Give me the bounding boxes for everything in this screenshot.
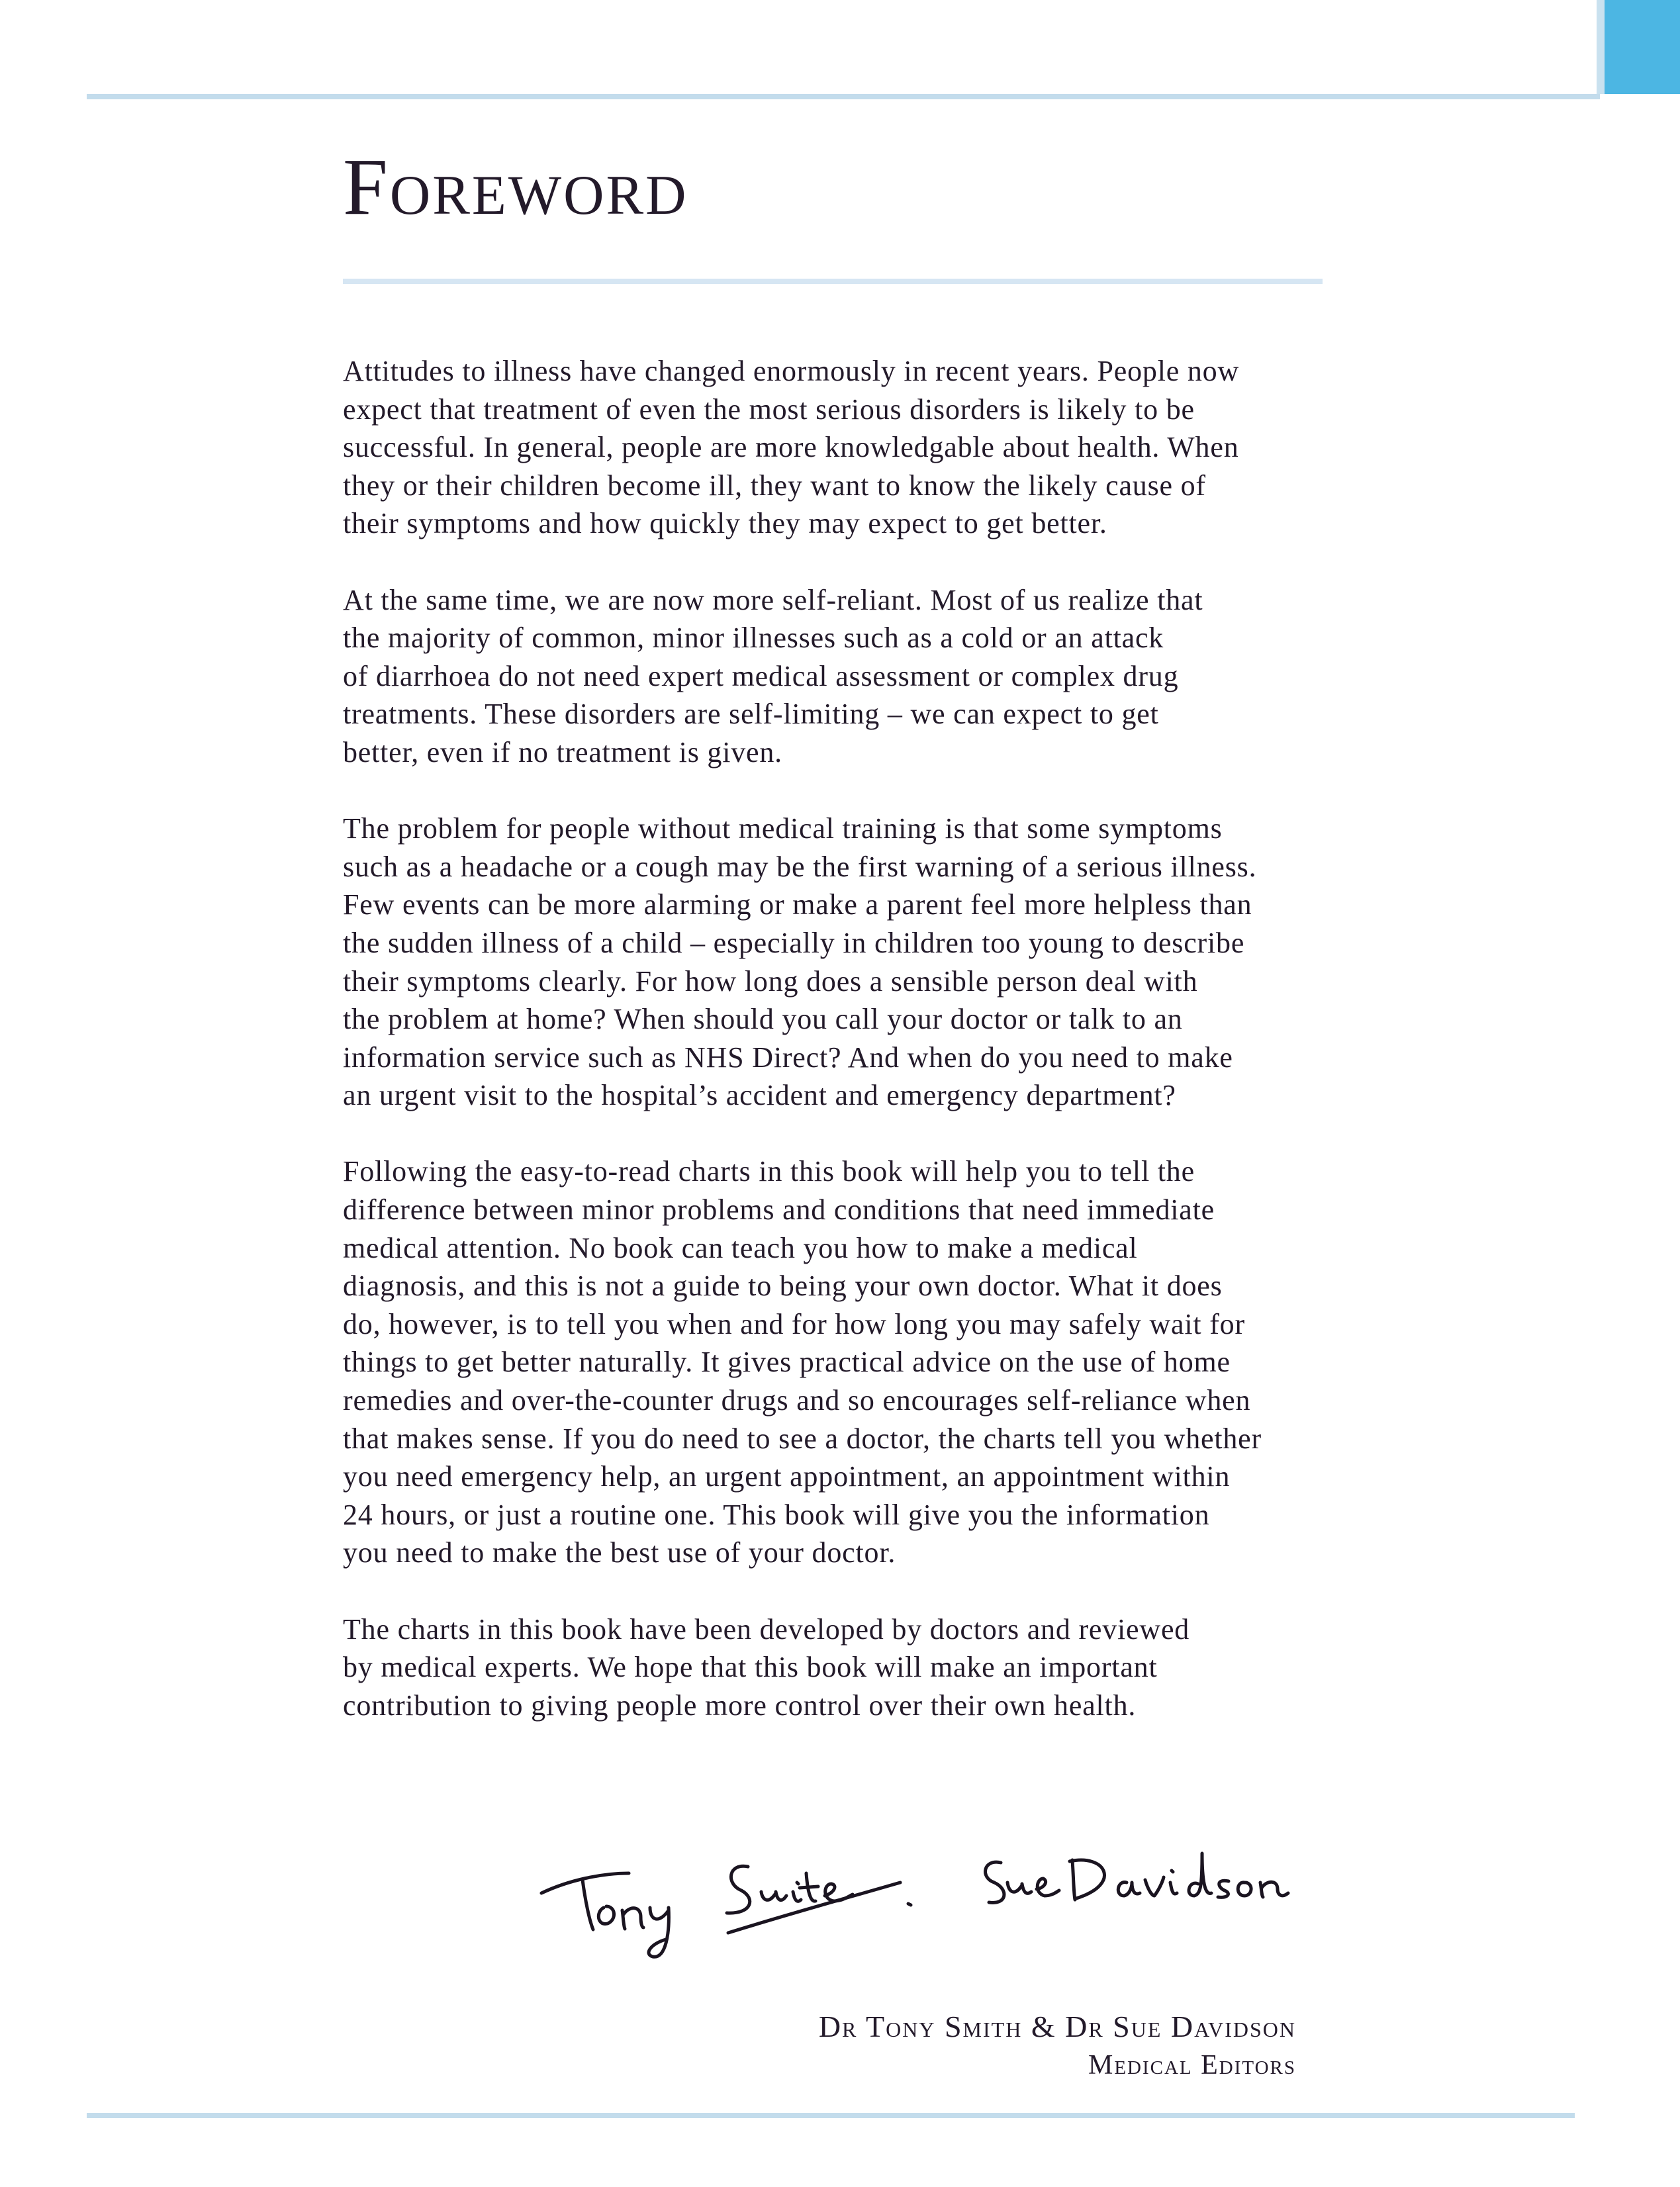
text-line: 24 hours, or just a routine one. This book will give you the information (343, 1498, 1210, 1531)
signature-davidson (986, 1853, 1288, 1902)
text-line: their symptoms and how quickly they may expect to get better. (343, 507, 1107, 540)
title-underline (343, 279, 1323, 284)
text-line: difference between minor problems and conditions that need immediate (343, 1193, 1215, 1227)
text-line: expect that treatment of even the most serious disorders is likely to be (343, 393, 1195, 426)
text-line: information service such as NHS Direct? And when do you need to make (343, 1041, 1233, 1074)
signatures (530, 1827, 1337, 1959)
text-line: such as a headache or a cough may be the first warning of a serious illness. (343, 850, 1257, 883)
handwritten-signatures (530, 1827, 1337, 1959)
text-line: The charts in this book have been developed by doctors and reviewed (343, 1612, 1190, 1646)
signature-smith (727, 1866, 911, 1933)
text-line: their symptoms clearly. For how long does a sensible person deal with (343, 964, 1198, 998)
text-line: of diarrhoea do not need expert medical assessment or complex drug (343, 659, 1179, 692)
text-line: do, however, is to tell you when and for how long you may safely wait for (343, 1307, 1245, 1340)
paragraph-2 (343, 581, 1336, 772)
page-title: Foreword (343, 142, 688, 232)
paragraph-4 (343, 1152, 1336, 1572)
text-line: treatments. These disorders are self-limiting – we can expect to get (343, 698, 1159, 731)
byline (819, 2007, 1296, 2084)
editor-names: Dr Tony Smith & Dr Sue Davidson (818, 2010, 1296, 2043)
text-line: contribution to giving people more control over their own health. (343, 1689, 1137, 1722)
text-line: by medical experts. We hope that this book will make an important (343, 1651, 1158, 1684)
corner-tab (1605, 0, 1680, 94)
paragraph-5 (343, 1610, 1336, 1725)
signature-tony (541, 1873, 669, 1957)
text-line: better, even if no treatment is given. (343, 735, 782, 768)
text-line: they or their children become ill, they want to know the likely cause of (343, 469, 1206, 502)
text-line: you need emergency help, an urgent appointment, an appointment within (343, 1460, 1231, 1493)
text-line: Following the easy-to-read charts in this book will help you to tell the (343, 1155, 1195, 1188)
top-rule (87, 94, 1600, 99)
text-line: the problem at home? When should you call your doctor or talk to an (343, 1003, 1183, 1036)
text-line: medical attention. No book can teach you how to make a medical (343, 1231, 1138, 1264)
text-line: the sudden illness of a child – especially in children too young to describe (343, 926, 1245, 959)
text-line: things to get better naturally. It gives practical advice on the use of home (343, 1346, 1231, 1379)
editor-role: Medical Editors (1088, 2050, 1296, 2080)
foreword-body (343, 352, 1336, 1763)
bottom-rule (87, 2113, 1575, 2118)
paragraph-3 (343, 810, 1336, 1115)
text-line: At the same time, we are now more self-reliant. Most of us realize that (343, 583, 1203, 616)
text-line: remedies and over-the-counter drugs and so encourages self-reliance when (343, 1384, 1251, 1417)
text-line: The problem for people without medical training is that some symptoms (343, 812, 1223, 845)
text-line: Few events can be more alarming or make a parent feel more helpless than (343, 888, 1252, 921)
paragraph-1 (343, 352, 1336, 543)
text-line: successful. In general, people are more knowledgable about health. When (343, 431, 1239, 464)
text-line: that makes sense. If you do need to see a doctor, the charts tell you whether (343, 1422, 1262, 1455)
text-line: Attitudes to illness have changed enormously in recent years. People now (343, 355, 1240, 387)
text-line: diagnosis, and this is not a guide to being your own doctor. What it does (343, 1270, 1223, 1303)
text-line: you need to make the best use of your doctor. (343, 1536, 896, 1569)
corner-tab-strip (1597, 0, 1605, 94)
text-line: the majority of common, minor illnesses such as a cold or an attack (343, 622, 1164, 655)
text-line: an urgent visit to the hospital’s accident and emergency department? (343, 1079, 1176, 1112)
